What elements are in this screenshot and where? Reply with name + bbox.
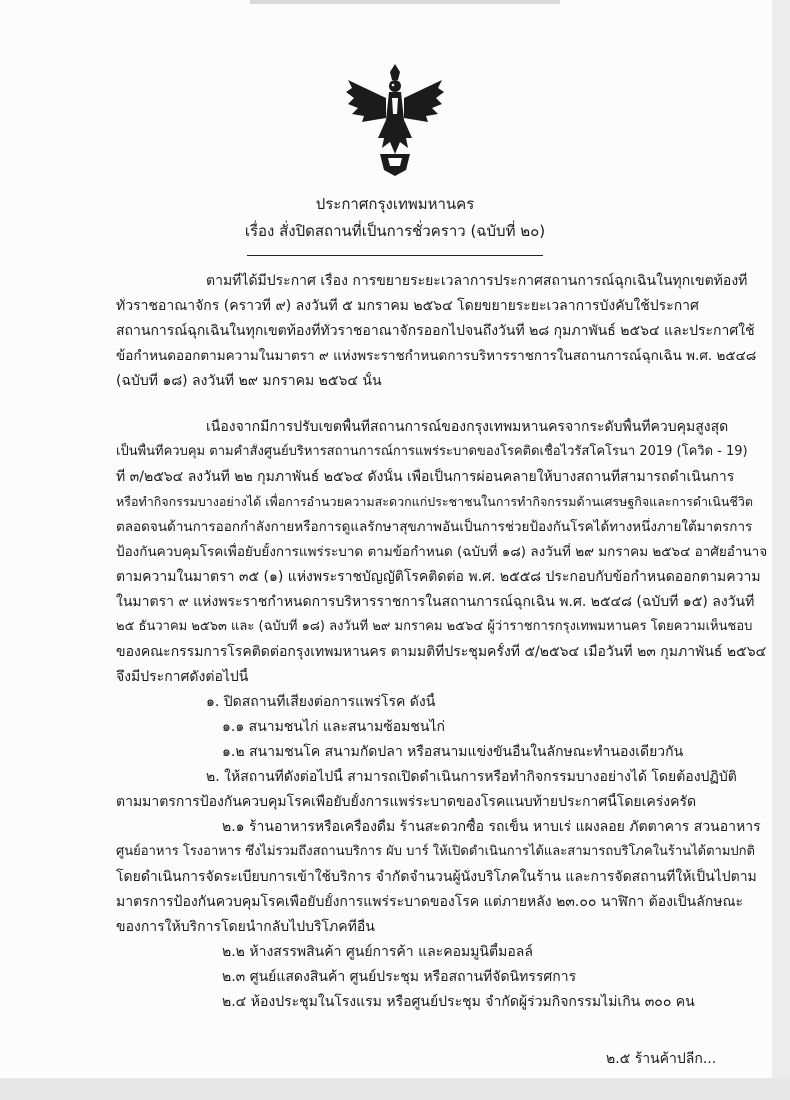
body-line: ข้อกำหนดออกตามความในมาตรา ๙ แห่งพระราชกำหนดการบริหารราชการในสถานการณ์ฉุกเฉิน พ.ศ. ๒๕๔๘ xyxy=(116,348,757,364)
clause-2: ๒. ให้สถานที่ดังต่อไปนี้ สามารถเปิดดำเนินการหรือทำกิจกรรมบางอย่างได้ โดยต้องปฏิบัติ xyxy=(206,769,737,785)
body-line: ตามมาตรการป้องกันควบคุมโรคเพื่อยับยั้งการแพร่ระบาดของโรคแนบท้ายประกาศนี้โดยเคร่งครัด xyxy=(116,794,697,810)
heading-divider xyxy=(247,255,543,256)
clause-2-4: ๒.๔ ห้องประชุมในโรงแรม หรือศูนย์ประชุม จำกัดผู้ร่วมกิจกรรมไม่เกิน ๓๐๐ คน xyxy=(222,994,695,1010)
page-edge-shadow xyxy=(772,0,790,1100)
body-line: ตลอดจนด้านการออกกำลังกายหรือการดูแลรักษาสุขภาพอันเป็นการช่วยป้องกันโรคได้ทางหนึ่งภายใต้มาตรการ xyxy=(116,519,753,535)
clause-2-1: ๒.๑ ร้านอาหารหรือเครื่องดื่ม ร้านสะดวกซื้อ รถเข็น หาบเร่ แผงลอย ภัตตาคาร สวนอาหาร xyxy=(222,819,761,835)
body-line: ทั่วราชอาณาจักร (คราวที่ ๙) ลงวันที่ ๕ มกราคม ๒๕๖๔ โดยขยายระยะเวลาการบังคับใช้ประกาศ xyxy=(116,298,699,314)
body-line: หรือทำกิจกรรมบางอย่างได้ เพื่อการอำนวยความสะดวกแก่ประชาชนในการทำกิจกรรมด้านเศรษฐกิจและการดำเนินชีวิต xyxy=(116,494,753,509)
body-line: เนื่องจากมีการปรับเขตพื้นที่สถานการณ์ของกรุงเทพมหานครจากระดับพื้นที่ควบคุมสูงสุด xyxy=(206,419,729,435)
body-line: (ฉบับที่ ๑๘) ลงวันที่ ๒๙ มกราคม ๒๕๖๔ นั้น xyxy=(116,373,382,389)
body-line: ตามความในมาตรา ๓๕ (๑) แห่งพระราชบัญญัติโรคติดต่อ พ.ศ. ๒๕๕๘ ประกอบกับข้อกำหนดออกตามความ xyxy=(116,569,761,585)
body-line: ตามที่ได้มีประกาศ เรื่อง การขยายระยะเวลาการประกาศสถานการณ์ฉุกเฉินในทุกเขตท้องที่ xyxy=(206,273,748,289)
clause-1: ๑. ปิดสถานที่เสี่ยงต่อการแพร่โรค ดังนี้ xyxy=(206,694,436,710)
body-line: สถานการณ์ฉุกเฉินในทุกเขตท้องที่ทั่วราชอาณาจักรออกไปจนถึงวันที่ ๒๘ กุมภาพันธ์ ๒๕๖๔ และประกาศใช้ xyxy=(116,323,755,339)
body-line: ศูนย์อาหาร โรงอาหาร ซึ่งไม่รวมถึงสถานบริการ ผับ บาร์ ให้เปิดดำเนินการได้และสามารถบริโภคในร้านได้ตามปกติ xyxy=(116,844,755,859)
body-line: ของการให้บริการโดยนำกลับไปบริโภคที่อื่น xyxy=(116,919,375,935)
scan-artifact xyxy=(250,0,560,4)
body-line: ที่ ๓/๒๕๖๔ ลงวันที่ ๒๒ กุมภาพันธ์ ๒๕๖๔ ดังนั้น เพื่อเป็นการผ่อนคลายให้บางสถานที่สามารถดำเนินการ xyxy=(116,469,735,485)
announcement-title: ประกาศกรุงเทพมหานคร xyxy=(315,195,475,213)
clause-1-1: ๑.๑ สนามชนไก่ และสนามซ้อมชนไก่ xyxy=(222,719,445,735)
body-line: ป้องกันควบคุมโรคเพื่อยับยั้งการแพร่ระบาด ตามข้อกำหนด (ฉบับที่ ๑๘) ลงวันที่ ๒๙ มกราคม ๒๕๖๔ อาศัยอำนาจ xyxy=(116,544,768,560)
clause-2-2: ๒.๒ ห้างสรรพสินค้า ศูนย์การค้า และคอมมูนิตี้มอลล์ xyxy=(222,944,533,960)
clause-1-2: ๑.๒ สนามชนโค สนามกัดปลา หรือสนามแข่งขันอื่นในลักษณะทำนองเดียวกัน xyxy=(222,744,684,760)
page-edge-shadow-bottom xyxy=(0,1078,790,1100)
body-line: ของคณะกรรมการโรคติดต่อกรุงเทพมหานคร ตามมติที่ประชุมครั้งที่ ๕/๒๕๖๔ เมื่อวันที่ ๒๓ กุมภาพันธ์ ๒๕๖๔ xyxy=(116,644,767,660)
garuda-emblem-icon xyxy=(342,58,448,178)
page-continuation: ๒.๕ ร้านค้าปลีก... xyxy=(606,1051,717,1067)
body-line: จึงมีประกาศดังต่อไปนี้ xyxy=(116,669,249,685)
body-line: ๒๕ ธันวาคม ๒๕๖๓ และ (ฉบับที่ ๑๘) ลงวันที่ ๒๙ มกราคม ๒๕๖๔ ผู้ว่าราชการกรุงเทพมหานคร โดยความเห็นชอบ xyxy=(116,619,753,634)
clause-2-3: ๒.๓ ศูนย์แสดงสินค้า ศูนย์ประชุม หรือสถานที่จัดนิทรรศการ xyxy=(222,969,577,985)
body-line: มาตรการป้องกันควบคุมโรคเพื่อยับยั้งการแพร่ระบาดของโรค แต่ภายหลัง ๒๓.๐๐ นาฬิกา ต้องเป็นลักษณะ xyxy=(116,894,744,910)
body-line: ในมาตรา ๙ แห่งพระราชกำหนดการบริหารราชการในสถานการณ์ฉุกเฉิน พ.ศ. ๒๕๔๘ (ฉบับที่ ๑๕) ลงวันที่ xyxy=(116,594,755,610)
body-line: เป็นพื้นที่ควบคุม ตามคำสั่งศูนย์บริหารสถานการณ์การแพร่ระบาดของโรคติดเชื้อไวรัสโคโรนา 2019 (โควิด - 19) xyxy=(116,444,748,459)
announcement-subject: เรื่อง สั่งปิดสถานที่เป็นการชั่วคราว (ฉบับที่ ๒๐) xyxy=(244,222,546,240)
body-line: โดยดำเนินการจัดระเบียบการเข้าใช้บริการ จำกัดจำนวนผู้นั่งบริโภคในร้าน และการจัดสถานที่ให้เป็นไปตาม xyxy=(116,869,757,885)
